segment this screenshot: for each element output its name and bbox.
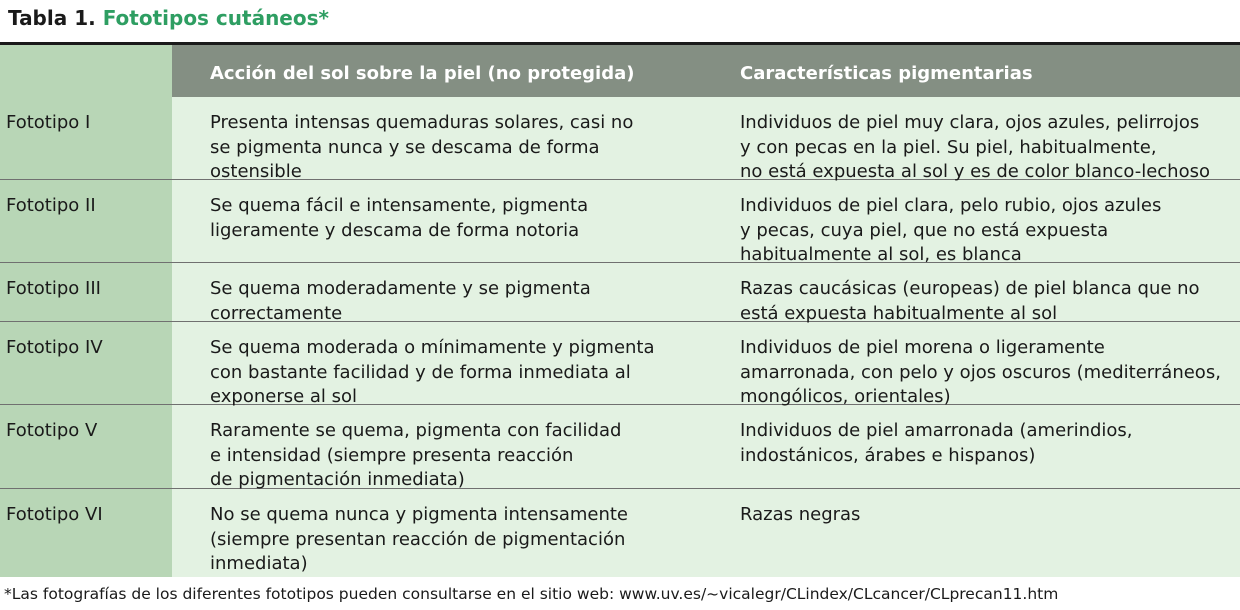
header-accion: Acción del sol sobre la piel (no protegida) (210, 63, 635, 84)
table-row (0, 180, 1240, 263)
header-caracteristicas: Características pigmentarias (740, 63, 1033, 84)
table-row (0, 97, 1240, 180)
table-row (0, 322, 1240, 405)
table-row (0, 489, 1240, 577)
accion-cell: Se quema fácil e intensamente, pigmenta ligeramente y descama de forma notoria (210, 195, 589, 241)
accion-cell: Raramente se quema, pigmenta con facilidad e intensidad (siempre presenta reacción de pigmentación inmediata) (210, 420, 622, 490)
fototipo-cell: Fototipo V (6, 420, 98, 441)
caracteristicas-cell: Individuos de piel clara, pelo rubio, ojos azules y pecas, cuya piel, que no está expuesta habitualmente al sol, es blanca (740, 195, 1162, 265)
caracteristicas-cell: Razas caucásicas (europeas) de piel blanca que no está expuesta habitualmente al sol (740, 278, 1200, 324)
caracteristicas-cell: Individuos de piel muy clara, ojos azules, pelirrojos y con pecas en la piel. Su piel, habitualmente, no está expuesta al sol y es de color blanco-lechoso (740, 112, 1210, 182)
accion-cell: Se quema moderadamente y se pigmenta correctamente (210, 278, 591, 324)
table-number: Tabla 1. (8, 6, 96, 30)
fototipo-cell: Fototipo IV (6, 337, 103, 358)
accion-cell: No se quema nunca y pigmenta intensamente (siempre presentan reacción de pigmentación inmediata) (210, 504, 628, 574)
table-title (8, 6, 329, 30)
accion-cell: Presenta intensas quemaduras solares, casi no se pigmenta nunca y se descama de forma ostensible (210, 112, 634, 182)
caracteristicas-cell: Individuos de piel amarronada (amerindios, indostánicos, árabes e hispanos) (740, 420, 1133, 466)
fototipo-cell: Fototipo III (6, 278, 101, 299)
fototipo-cell: Fototipo II (6, 195, 96, 216)
fototipo-cell: Fototipo VI (6, 504, 103, 525)
caracteristicas-cell: Individuos de piel morena o ligeramente amarronada, con pelo y ojos oscuros (mediterráneos, mongólicos, orientales) (740, 337, 1221, 407)
table-name: Fototipos cutáneos* (102, 6, 329, 30)
table-row (0, 263, 1240, 322)
caracteristicas-cell: Razas negras (740, 504, 861, 525)
table-row (0, 405, 1240, 489)
footnote: *Las fotografías de los diferentes fototipos pueden consultarse en el sitio web: www.uv.es/~vicalegr/CLindex/CLcancer/CLprecan11.htm (4, 585, 1059, 603)
accion-cell: Se quema moderada o mínimamente y pigmenta con bastante facilidad y de forma inmediata al exponerse al sol (210, 337, 655, 407)
fototipos-table (0, 45, 1240, 577)
fototipo-cell: Fototipo I (6, 112, 91, 133)
